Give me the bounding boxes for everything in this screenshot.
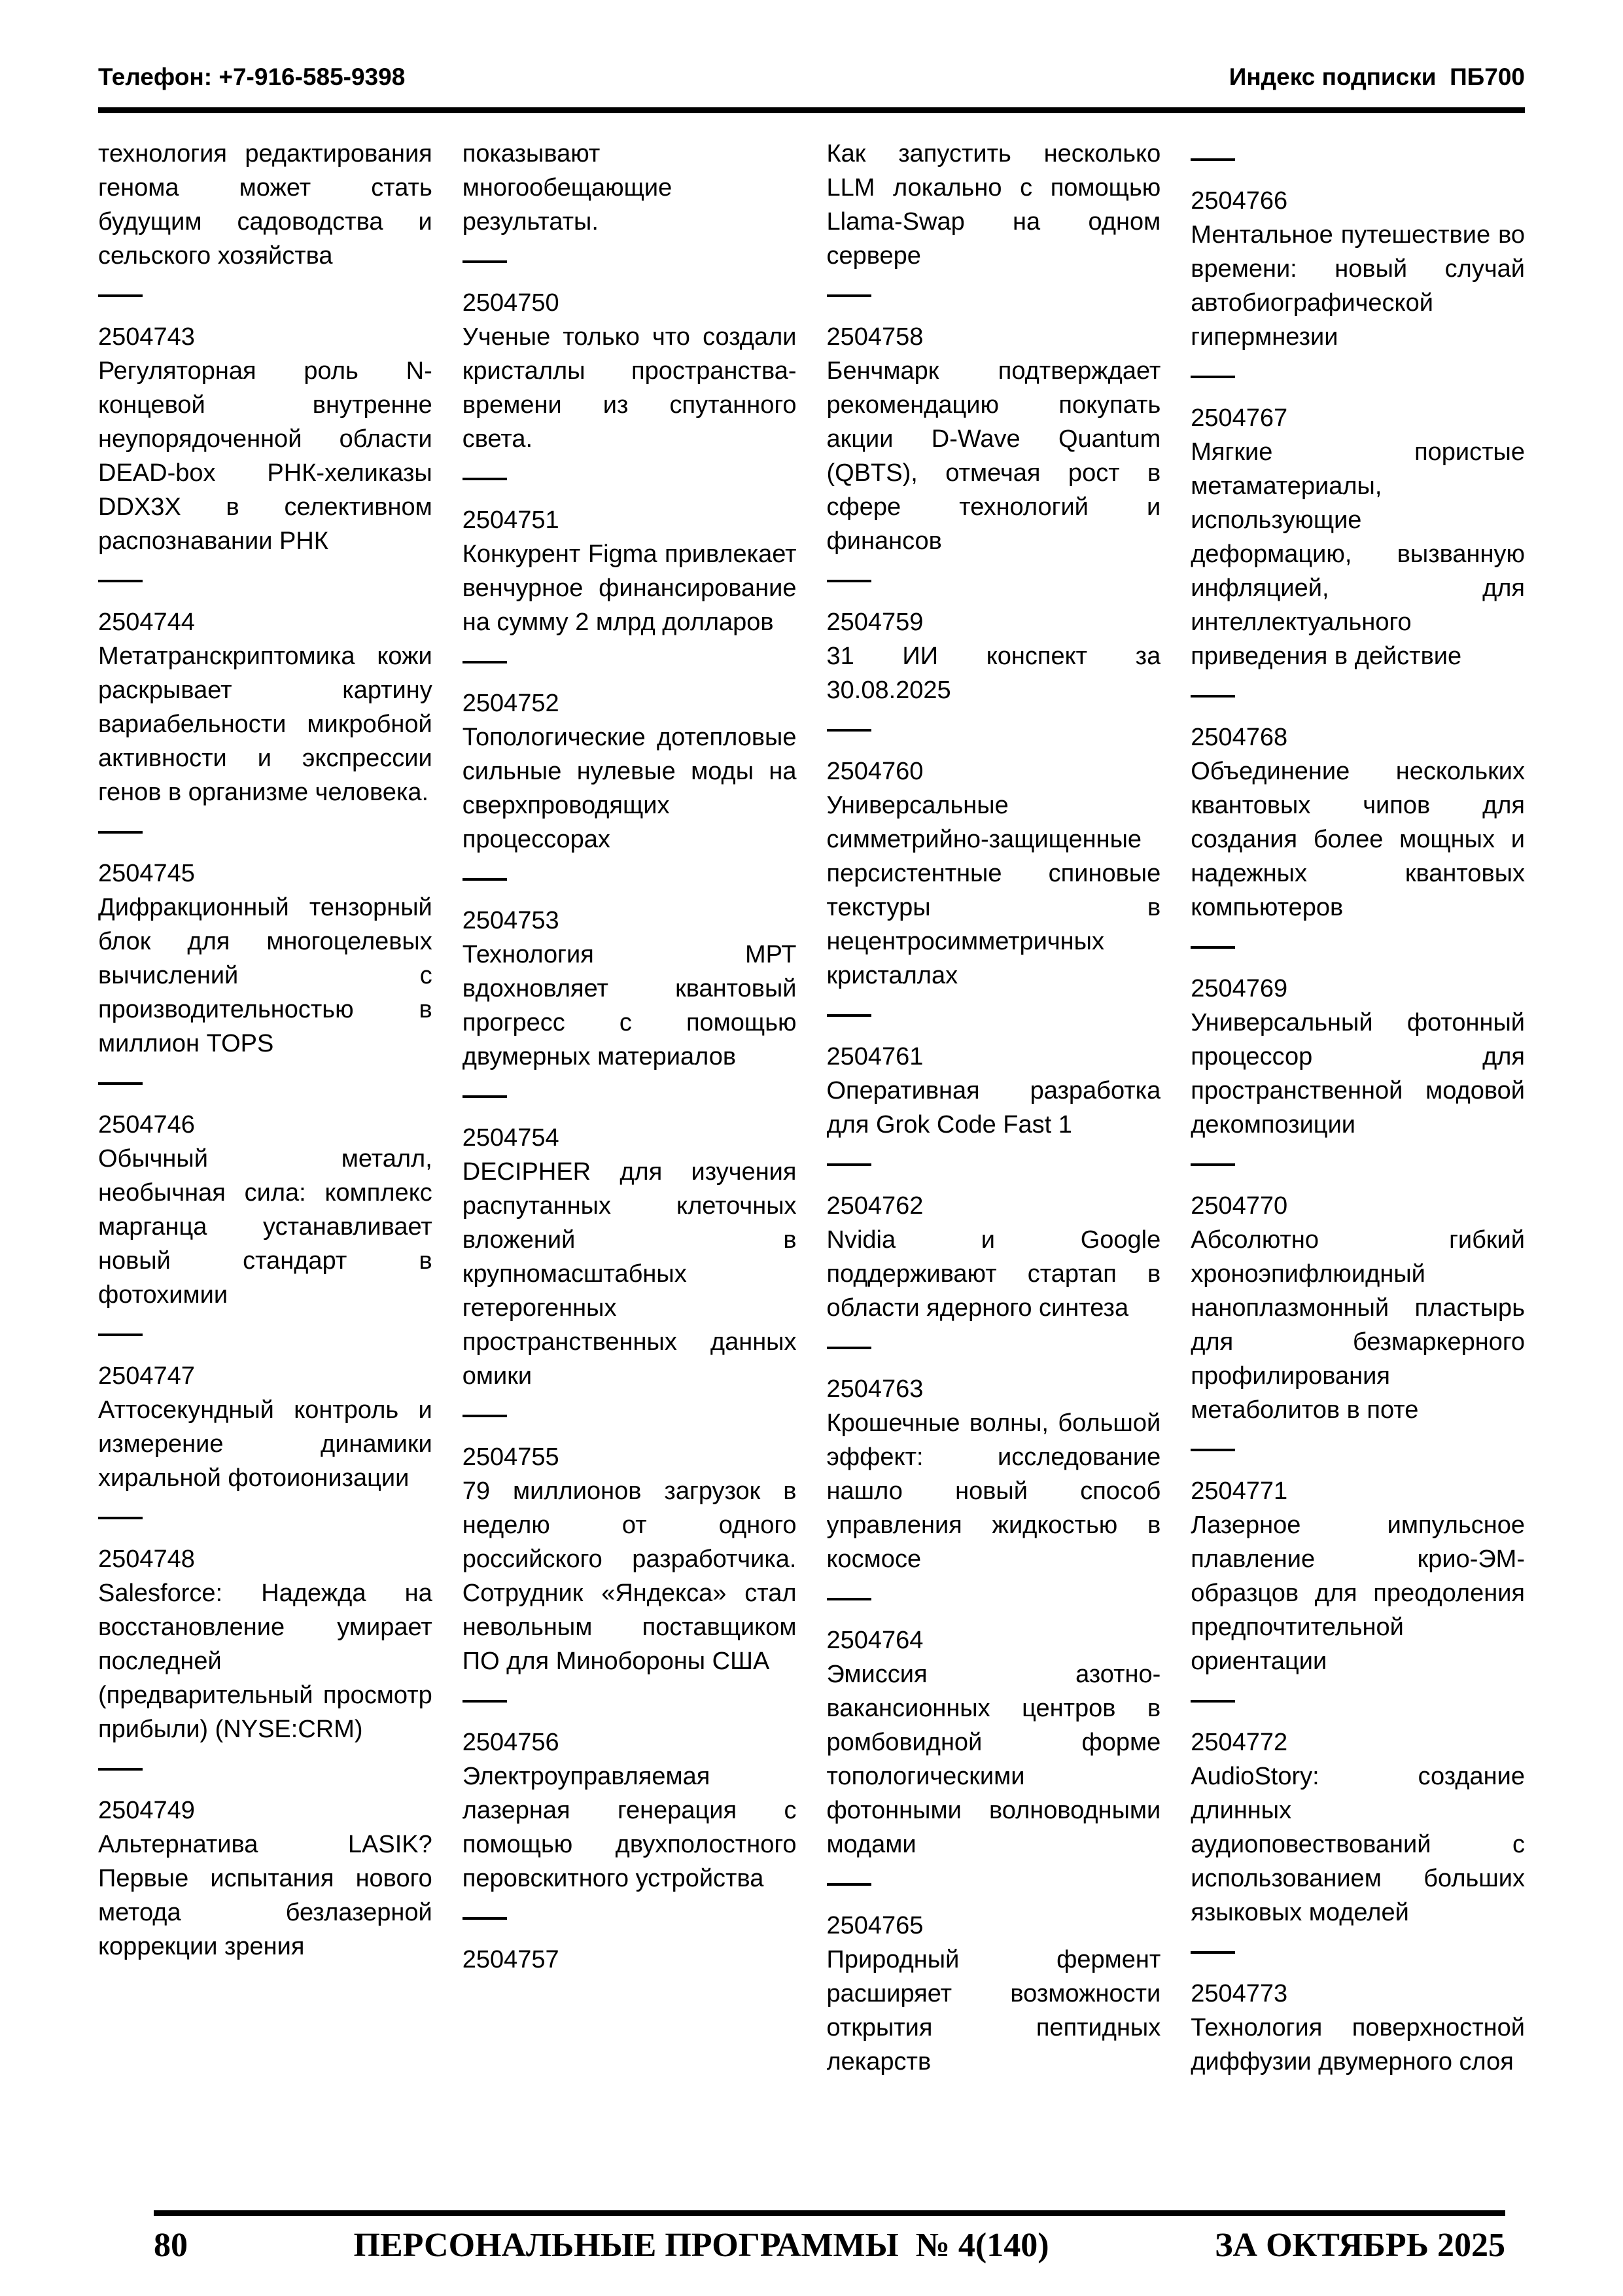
footer-period: ЗА ОКТЯБРЬ 2025 (1215, 2227, 1505, 2264)
entry-number: 2504770 (1191, 1192, 1288, 1220)
footer-page-number: 80 (154, 2227, 188, 2264)
entry-number: 2504746 (98, 1111, 195, 1139)
entry-separator (462, 1700, 507, 1703)
entry-number: 2504773 (1191, 1980, 1288, 2007)
entry-title: Аттосекундный контроль и измерение динамики хиральной фотоионизации (98, 1396, 432, 1492)
entry-title: Ментальное путешествие во времени: новый случай автобиографической гипермнезии (1191, 221, 1525, 351)
entry-separator (462, 878, 507, 881)
entry-number: 2504758 (826, 323, 924, 351)
entry-title: Альтернатива LASIK? Первые испытания нового метода безлазерной коррекции зрения (98, 1831, 432, 1960)
entry-number: 2504767 (1191, 404, 1288, 432)
entry-number: 2504745 (98, 860, 195, 887)
entry-number: 2504763 (826, 1375, 924, 1403)
entry-title: Метатранскриптомика кожи раскрывает картину вариабельности микробной активности и экспрессии генов в организме человека. (98, 643, 432, 806)
page-header (98, 63, 1525, 92)
entry-title: Абсолютно гибкий хроноэпифлюидный наноплазмонный пластырь для безмаркерного профилирования метаболитов в поте (1191, 1226, 1525, 1424)
footer-row (154, 2225, 1505, 2266)
entry-separator (827, 1598, 871, 1600)
entry-separator (462, 661, 507, 663)
entry-title: Salesforce: Надежда на восстановление умирает последней (предварительный просмотр прибыли) (NYSE:CRM) (98, 1580, 432, 1743)
entry-title: Крошечные волны, большой эффект: исследование нашло новый способ управления жидкостью в космосе (826, 1409, 1161, 1573)
entry-separator (462, 478, 507, 480)
entry-number: 2504747 (98, 1362, 195, 1390)
entry-number: 2504772 (1191, 1729, 1288, 1756)
entry-title: Технология поверхностной диффузии двумерного слоя (1191, 2014, 1525, 2075)
entry-separator (827, 1883, 871, 1886)
entry-number: 2504750 (462, 289, 559, 317)
entry-separator (462, 1917, 507, 1920)
entry-number: 2504757 (462, 1946, 559, 1973)
entry-separator (98, 1082, 143, 1085)
entry-number: 2504751 (462, 506, 559, 534)
footer-journal-title: ПЕРСОНАЛЬНЫЕ ПРОГРАММЫ № 4(140) (353, 2227, 1049, 2264)
entry-separator (1191, 1163, 1235, 1166)
entry-separator (827, 580, 871, 582)
entry-title: Оперативная разработка для Grok Code Fast 1 (826, 1077, 1161, 1139)
entry-title: Nvidia и Google поддерживают стартап в области ядерного синтеза (826, 1226, 1161, 1322)
entry-separator (98, 831, 143, 834)
text-column-2 (462, 137, 797, 2191)
entry-separator (98, 1768, 143, 1771)
entry-title: Как запустить несколько LLM локально с помощью Llama-Swap на одном сервере (826, 140, 1161, 270)
entry-title: Мягкие пористые метаматериалы, использующие деформацию, вызванную инфляцией, для интеллектуального приведения в действие (1191, 438, 1525, 670)
entry-title: Топологические дотепловые сильные нулевые моды на сверхпроводящих процессорах (462, 724, 797, 853)
entry-title: AudioStory: создание длинных аудиоповествований с использованием больших языковых моделей (1191, 1763, 1525, 1926)
entry-title: показывают многообещающие результаты. (462, 140, 672, 236)
entry-title: Регуляторная роль N-концевой внутренне неупорядоченной области DEAD-box РНК-хеликазы DDX3X в селективном распознавании РНК (98, 357, 432, 555)
entry-title: 79 миллионов загрузок в неделю от одного российского разработчика. Сотрудник «Яндекса» стал невольным поставщиком ПО для Минобороны США (462, 1477, 797, 1675)
entry-separator (827, 294, 871, 297)
entry-title: Бенчмарк подтверждает рекомендацию покупать акции D-Wave Quantum (QBTS), отмечая рост в сфере технологий и финансов (826, 357, 1161, 555)
entry-number: 2504766 (1191, 187, 1288, 215)
entry-number: 2504756 (462, 1729, 559, 1756)
entry-separator (462, 1095, 507, 1098)
entry-title: Конкурент Figma привлекает венчурное финансирование на сумму 2 млрд долларов (462, 540, 797, 636)
entry-title: 31 ИИ конспект за 30.08.2025 (826, 643, 1161, 704)
entry-title: Технология МРТ вдохновляет квантовый прогресс с помощью двумерных материалов (462, 941, 797, 1070)
entry-separator (98, 580, 143, 582)
entry-separator (98, 294, 143, 297)
entry-number: 2504765 (826, 1912, 924, 1939)
entry-title: Универсальный фотонный процессор для пространственной модовой декомпозиции (1191, 1009, 1525, 1139)
entry-title: Дифракционный тензорный блок для многоцелевых вычислений с производительностью в миллион TOPS (98, 894, 432, 1057)
entry-number: 2504760 (826, 758, 924, 785)
entry-title: DECIPHER для изучения распутанных клеточных вложений в крупномасштабных гетерогенных пространственных данных омики (462, 1158, 797, 1390)
entry-separator (827, 729, 871, 732)
entry-title: Объединение нескольких квантовых чипов для создания более мощных и надежных квантовых компьютеров (1191, 758, 1525, 921)
entry-number: 2504755 (462, 1443, 559, 1471)
entry-separator (462, 260, 507, 263)
entry-number: 2504771 (1191, 1477, 1288, 1505)
entry-number: 2504749 (98, 1797, 195, 1824)
entry-separator (1191, 376, 1235, 378)
entry-number: 2504743 (98, 323, 195, 351)
entry-number: 2504753 (462, 907, 559, 934)
entry-title: Лазерное импульсное плавление крио-ЭМ-образцов для преодоления предпочтительной ориентации (1191, 1511, 1525, 1675)
entry-number: 2504744 (98, 609, 195, 636)
entry-title: Эмиссия азотно-вакансионных центров в ромбовидной форме топологическими фотонными волноводными модами (826, 1661, 1161, 1858)
entry-separator (1191, 946, 1235, 949)
header-subscription-index: Индекс подписки ПБ700 (1229, 63, 1525, 90)
entry-separator (1191, 1700, 1235, 1703)
entry-separator (462, 1415, 507, 1417)
entry-number: 2504761 (826, 1043, 924, 1070)
header-rule (98, 107, 1525, 113)
entry-separator (1191, 1951, 1235, 1954)
text-column-1 (98, 137, 432, 2191)
footer-rule (154, 2210, 1505, 2216)
text-column-4 (1191, 137, 1525, 2191)
entry-title: Электроуправляемая лазерная генерация с помощью двухполостного перовскитного устройства (462, 1763, 797, 1892)
entry-number: 2504754 (462, 1124, 559, 1152)
entry-separator (1191, 1449, 1235, 1451)
entry-separator (98, 1333, 143, 1336)
entry-number: 2504759 (826, 609, 924, 636)
entry-separator (827, 1347, 871, 1349)
entry-title: Обычный металл, необычная сила: комплекс марганца устанавливает новый стандарт в фотохимии (98, 1145, 432, 1309)
entry-number: 2504748 (98, 1545, 195, 1573)
entry-title: технология редактирования генома может стать будущим садоводства и сельского хозяйства (98, 140, 432, 270)
entry-separator (1191, 695, 1235, 698)
entry-number: 2504768 (1191, 724, 1288, 751)
entry-number: 2504764 (826, 1627, 924, 1654)
entry-title: Ученые только что создали кристаллы пространства-времени из спутанного света. (462, 323, 797, 453)
page-footer (98, 2210, 1525, 2266)
header-phone: Телефон: +7-916-585-9398 (98, 63, 406, 90)
entry-number: 2504762 (826, 1192, 924, 1220)
entry-separator (1191, 158, 1235, 161)
entry-separator (827, 1014, 871, 1017)
entry-separator (98, 1517, 143, 1519)
entry-separator (827, 1163, 871, 1166)
entry-title: Природный фермент расширяет возможности открытия пептидных лекарств (826, 1946, 1161, 2075)
text-column-3 (827, 137, 1161, 2191)
content-columns (98, 137, 1525, 2191)
entry-number: 2504752 (462, 690, 559, 717)
entry-number: 2504769 (1191, 975, 1288, 1002)
entry-title: Универсальные симметрийно-защищенные персистентные спиновые текстуры в нецентросимметричных кристаллах (826, 792, 1161, 989)
